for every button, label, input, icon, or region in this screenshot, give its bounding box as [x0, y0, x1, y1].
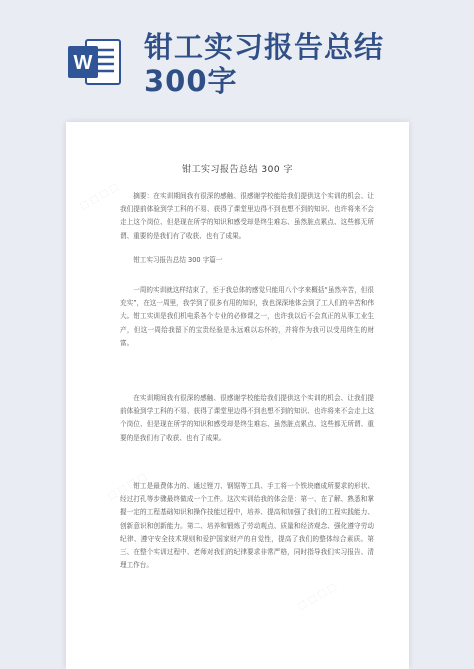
page-title [144, 30, 464, 98]
page-header [0, 0, 474, 110]
watermark: ⬚ ⬚ ⬚ ⬚ [78, 182, 121, 212]
svg-text:W: W [73, 52, 93, 74]
watermark: ⬚ ⬚ ⬚ ⬚ [296, 582, 339, 612]
watermark: ⬚ ⬚ ⬚ ⬚ [106, 472, 149, 502]
section-heading: 钳工实习报告总结 300 字篇一 [133, 256, 223, 264]
abstract-paragraph: 摘要：在实训期间我有很深的感触、很感谢学校能给我们提供这个实训的机会、让我们提前体验到学工科的不易、获得了课堂里边得不到也想不到的知识、也许将来不会走上这个岗位、但是现在所学的知识和感受却是终生难忘、虽然脏点累点、这些都无所谓、重要的是我们有了收获、也有了成果。 [120, 192, 374, 240]
title-line-2: 300字 [144, 64, 238, 98]
body-paragraph: 在实训期间我有很深的感触、很感谢学校能给我们提供这个实训的机会、让我们提前体验到学工科的不易、获得了课堂里边得不到也想不到的知识、也许将来不会走上这个岗位、但是现在所学的知识和感受却是终生难忘、虽然脏点累点、这些都无所谓、重要的是我们有了收获、也有了成果。 [120, 394, 374, 442]
watermark: ⬚ ⬚ ⬚ ⬚ [266, 312, 309, 342]
body-paragraph: 一周的实训就这样结束了，至于我总体的感觉只能用八个字来概括“虽然辛苦，但很充实”，在这一周里，我学到了很多有用的知识，我也深深地体会到了工人们的辛苦和伟大。钳工实训是我们机电系各个专业的必修课之一，也许我以后不会真正的从事工业生产，但这一周给我留下的宝贵经验是永远难以忘怀的，并将作为我可以受用终生的财富。 [120, 286, 374, 347]
document-title: 钳工实习报告总结 300 字 [182, 165, 293, 175]
title-line-1: 钳工实习报告总结 [144, 30, 385, 64]
document-page [66, 122, 409, 669]
body-paragraph: 钳工是最费体力的、通过锉刀、钢锯等工具、手工将一个铁块磨成所要求的形状、经过打孔等步骤最终做成一个工件。这次实训给我的体会是：第一、在了解、熟悉和掌握一定的工程基础知识和操作技能过程中，培养、提高和加强了我们的工程实践能力、创新意识和创新能力。第二、培养和锻炼了劳动观点、质量和经济观念、强化遵守劳动纪律、遵守安全技术规则和爱护国家财产的自觉性，提高了我们的整体综合素质。第三、在整个实训过程中、老师对我们的纪律要求非常严格，同时指导我们实习报告、清理工作台。 [120, 482, 374, 570]
word-document-icon [66, 36, 122, 88]
